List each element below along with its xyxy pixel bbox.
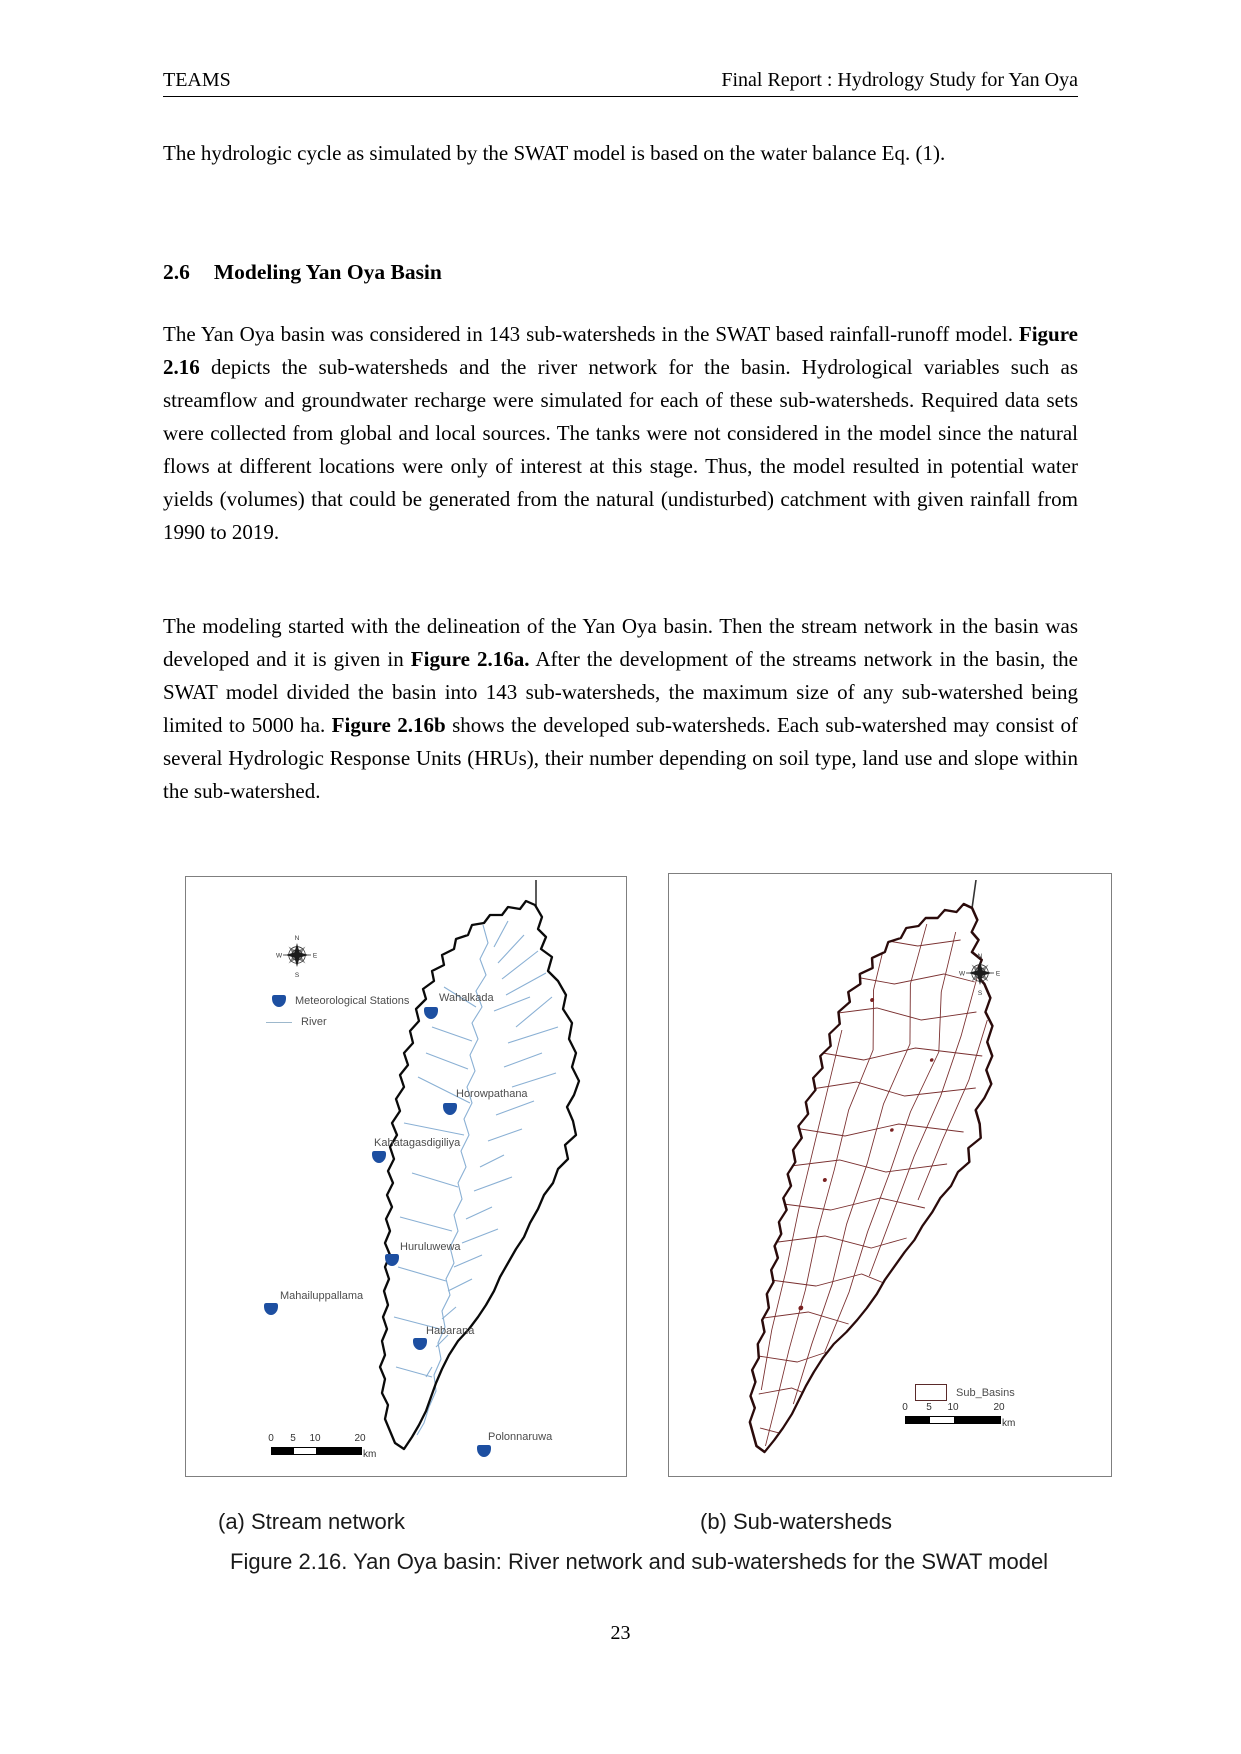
legend-sub-basins (915, 1384, 1015, 1401)
legend-meteorological-stations (272, 995, 409, 1007)
svg-text:S: S (977, 990, 983, 997)
scale-bar-graphic (271, 1447, 362, 1455)
svg-text:N: N (294, 935, 300, 942)
svg-text:W: W (958, 970, 966, 978)
svg-text:E: E (995, 970, 1001, 978)
svg-text:W: W (275, 952, 283, 960)
legend-sub-basins-label: Sub_Basins (956, 1386, 1015, 1399)
intro-paragraph: The hydrologic cycle as simulated by the SWAT model is based on the water balance Eq. (1). (163, 141, 946, 165)
sub-basin-boundaries (745, 924, 1000, 1446)
sub-watersheds-drawing (669, 874, 1111, 1476)
svg-text:S: S (294, 972, 300, 979)
scale-numbers: 0 5 10 20 (902, 1402, 1005, 1413)
scale-numbers: 0 5 10 20 (268, 1433, 366, 1444)
compass-rose (957, 948, 1003, 998)
basin-outline (380, 901, 579, 1449)
station-marker-icon (272, 995, 286, 1007)
page-header (163, 66, 1078, 97)
station-label: Polonnaruwa (488, 1431, 553, 1443)
header-left-text: TEAMS (163, 69, 231, 91)
section-number: 2.6 (163, 260, 190, 284)
scale-unit: km (1002, 1418, 1016, 1429)
sub-basins-swatch-icon (915, 1384, 947, 1401)
station-label: Mahailuppallama (280, 1290, 364, 1302)
station-label: Huruluwewa (400, 1241, 461, 1253)
station-label: Horowpathana (456, 1088, 528, 1100)
scale-bar-graphic (905, 1416, 1001, 1424)
compass-rose (274, 930, 320, 980)
figure-caption: Figure 2.16. Yan Oya basin: River network and sub-watersheds for the SWAT model (230, 1549, 1049, 1574)
paragraph-basin: The Yan Oya basin was considered in 143 sub-watersheds in the SWAT based rainfall-runoff model. Figure 2.16 depicts the sub-watersheds and the river network for the basin. Hydrological variables such as streamflow and groundwater recharge were simulated for each of these sub-watersheds. Required data sets were collected from global and local sources. The tanks were not considered in the model since the natural flows at different locations were only of interest at this stage. Thus, the model resulted in potential water yields (volumes) that could be generated from the natural (undisturbed) catchment with given rainfall from 1990 to 2019. (163, 322, 1078, 544)
legend-river-label: River (301, 1016, 327, 1028)
caption-b: (b) Sub-watersheds (700, 1509, 892, 1534)
river-line-icon (266, 1022, 292, 1023)
section-title: Modeling Yan Oya Basin (213, 260, 442, 284)
header-right-text: Final Report : Hydrology Study for Yan Oya (721, 69, 1078, 91)
legend-river (266, 1016, 327, 1028)
station-label: Wahalkada (439, 992, 494, 1004)
figure-map-stream-network (185, 876, 627, 1477)
stream-network-drawing (186, 877, 626, 1476)
scale-bar (266, 1433, 377, 1460)
paragraph-modeling: The modeling started with the delineation of the Yan Oya basin. Then the stream network in the basin was developed and it is given in Figure 2.16a. After the development of the streams network in the basin, the SWAT model divided the basin into 143 sub-watersheds, the maximum size of any sub-watershed being limited to 5000 ha. Figure 2.16b shows the developed sub-watersheds. Each sub-watershed may consist of several Hydrologic Response Units (HRUs), their number depending on soil type, land use and slope within the sub-watershed. (163, 614, 1078, 803)
station-label: Kahatagasdigiliya (374, 1137, 461, 1149)
page-number: 23 (610, 1622, 631, 1644)
caption-a: (a) Stream network (218, 1509, 406, 1534)
svg-text:N: N (977, 953, 983, 960)
section-heading (163, 260, 442, 285)
legend-stations-label: Meteorological Stations (295, 995, 410, 1007)
figure-map-sub-watersheds (668, 873, 1112, 1477)
svg-text:E: E (312, 952, 318, 960)
scale-bar (900, 1402, 1016, 1429)
scale-unit: km (363, 1449, 377, 1460)
graticule-line (972, 880, 976, 908)
station-label: Habarana (426, 1325, 475, 1337)
